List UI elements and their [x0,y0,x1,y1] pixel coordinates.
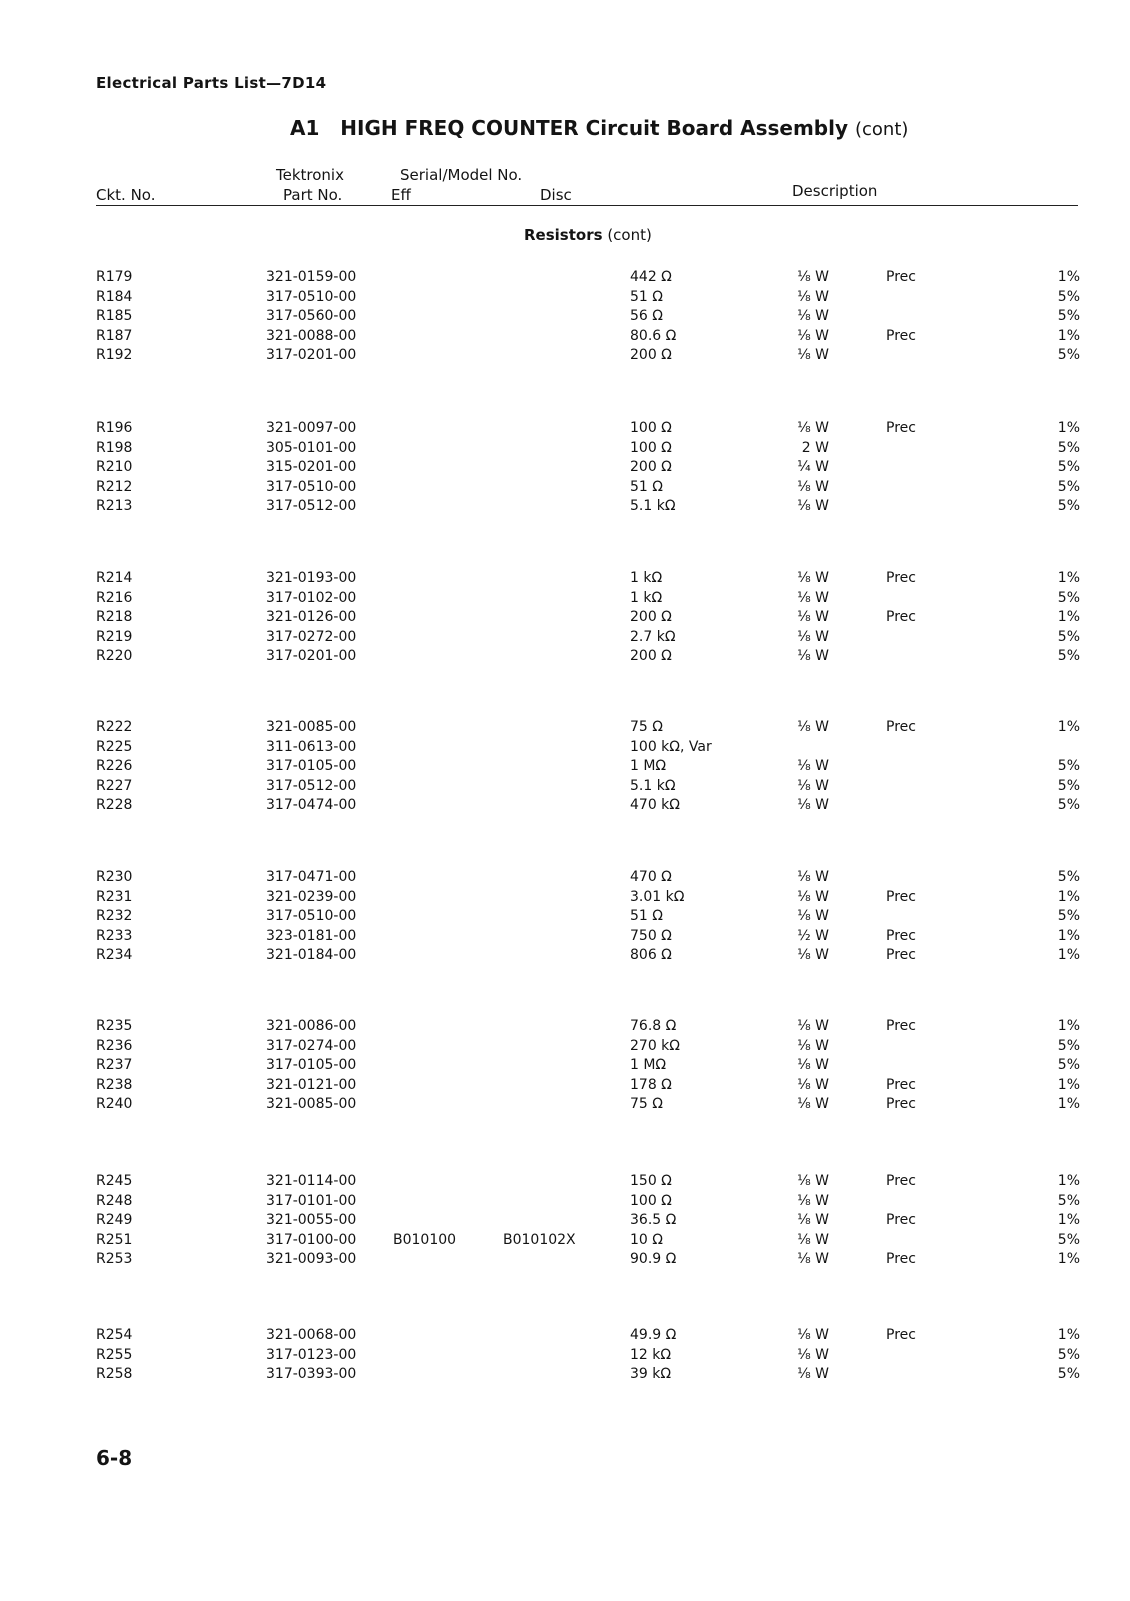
header-disc: Disc [540,186,572,204]
part-no: 317-0512-00 [266,778,357,794]
resistance-value: 75 Ω [630,1096,663,1112]
part-no: 317-0105-00 [266,758,357,774]
ckt-no: R236 [96,1038,133,1054]
wattage: ⅛ W [797,648,829,664]
wattage: ⅛ W [797,479,829,495]
wattage: ⅛ W [797,420,829,436]
header-tektronix: Tektronix [276,166,344,184]
resistance-value: 178 Ω [630,1077,672,1093]
tolerance: 5% [1057,479,1080,495]
wattage: ⅛ W [797,908,829,924]
resistance-value: 1 kΩ [630,570,663,586]
wattage: ⅛ W [797,1057,829,1073]
ckt-no: R230 [96,869,133,885]
wattage: 2 W [801,440,829,456]
ckt-no: R214 [96,570,133,586]
part-no: 321-0086-00 [266,1018,357,1034]
wattage: ⅛ W [797,797,829,813]
part-no: 311-0613-00 [266,739,357,755]
wattage: ⅛ W [797,1018,829,1034]
precision: Prec [886,928,916,944]
ckt-no: R233 [96,928,133,944]
part-no: 317-0510-00 [266,479,357,495]
resistance-value: 100 Ω [630,440,672,456]
precision: Prec [886,1251,916,1267]
part-no: 317-0105-00 [266,1057,357,1073]
resistance-value: 80.6 Ω [630,328,677,344]
wattage: ⅛ W [797,758,829,774]
tolerance: 5% [1057,758,1080,774]
tolerance: 5% [1057,1057,1080,1073]
part-no: 321-0055-00 [266,1212,357,1228]
tolerance: 1% [1057,928,1080,944]
part-no: 317-0272-00 [266,629,357,645]
ckt-no: R179 [96,269,133,285]
section-heading [524,226,652,244]
resistance-value: 75 Ω [630,719,663,735]
wattage: ⅛ W [797,889,829,905]
part-no: 317-0471-00 [266,869,357,885]
tolerance: 1% [1057,1212,1080,1228]
header-description: Description [792,182,878,200]
resistance-value: 470 kΩ [630,797,680,813]
precision: Prec [886,1077,916,1093]
tolerance: 5% [1057,1193,1080,1209]
ckt-no: R232 [96,908,133,924]
part-no: 321-0184-00 [266,947,357,963]
resistance-value: 39 kΩ [630,1366,672,1382]
resistance-value: 51 Ω [630,908,663,924]
ckt-no: R238 [96,1077,133,1093]
resistance-value: 200 Ω [630,648,672,664]
ckt-no: R210 [96,459,133,475]
running-head: Electrical Parts List—7D14 [96,74,327,92]
precision: Prec [886,1096,916,1112]
resistance-value: 12 kΩ [630,1347,672,1363]
resistance-value: 100 kΩ, Var [630,739,712,755]
ckt-no: R228 [96,797,133,813]
tolerance: 5% [1057,908,1080,924]
tolerance: 1% [1057,1173,1080,1189]
wattage: ⅛ W [797,778,829,794]
wattage: ⅛ W [797,269,829,285]
header-eff: Eff [391,186,411,204]
precision: Prec [886,609,916,625]
part-no: 323-0181-00 [266,928,357,944]
ckt-no: R249 [96,1212,133,1228]
wattage: ⅛ W [797,1212,829,1228]
resistance-value: 200 Ω [630,347,672,363]
ckt-no: R245 [96,1173,133,1189]
tolerance: 5% [1057,289,1080,305]
part-no: 317-0393-00 [266,1366,357,1382]
part-no: 321-0126-00 [266,609,357,625]
part-no: 321-0239-00 [266,889,357,905]
part-no: 321-0193-00 [266,570,357,586]
ckt-no: R219 [96,629,133,645]
part-no: 317-0510-00 [266,908,357,924]
ckt-no: R225 [96,739,133,755]
wattage: ⅛ W [797,629,829,645]
resistance-value: 10 Ω [630,1232,663,1248]
header-serial-model: Serial/Model No. [400,166,523,184]
tolerance: 1% [1057,1077,1080,1093]
part-no: 317-0512-00 [266,498,357,514]
tolerance: 1% [1057,1251,1080,1267]
resistance-value: 56 Ω [630,308,663,324]
tolerance: 1% [1057,269,1080,285]
resistance-value: 442 Ω [630,269,672,285]
ckt-no: R254 [96,1327,133,1343]
header-ckt-no: Ckt. No. [96,186,156,204]
ckt-no: R251 [96,1232,133,1248]
ckt-no: R231 [96,889,133,905]
tolerance: 5% [1057,869,1080,885]
part-no: 321-0159-00 [266,269,357,285]
part-no: 317-0101-00 [266,1193,357,1209]
resistance-value: 1 MΩ [630,758,667,774]
precision: Prec [886,328,916,344]
resistance-value: 51 Ω [630,289,663,305]
ckt-no: R185 [96,308,133,324]
part-no: 321-0088-00 [266,328,357,344]
tolerance: 5% [1057,459,1080,475]
part-no: 321-0093-00 [266,1251,357,1267]
resistance-value: 5.1 kΩ [630,778,676,794]
resistance-value: 1 MΩ [630,1057,667,1073]
resistance-value: 90.9 Ω [630,1251,677,1267]
tolerance: 5% [1057,1232,1080,1248]
tolerance: 5% [1057,590,1080,606]
serial-eff: B010100 [393,1232,457,1248]
part-no: 305-0101-00 [266,440,357,456]
resistance-value: 5.1 kΩ [630,498,676,514]
wattage: ⅛ W [797,498,829,514]
resistance-value: 270 kΩ [630,1038,680,1054]
ckt-no: R192 [96,347,133,363]
part-no: 321-0085-00 [266,719,357,735]
tolerance: 5% [1057,629,1080,645]
wattage: ⅛ W [797,328,829,344]
part-no: 321-0114-00 [266,1173,357,1189]
wattage: ⅛ W [797,719,829,735]
part-no: 321-0097-00 [266,420,357,436]
ckt-no: R196 [96,420,133,436]
part-no: 317-0102-00 [266,590,357,606]
tolerance: 1% [1057,420,1080,436]
tolerance: 1% [1057,328,1080,344]
resistance-value: 1 kΩ [630,590,663,606]
wattage: ⅛ W [797,347,829,363]
ckt-no: R216 [96,590,133,606]
part-no: 321-0068-00 [266,1327,357,1343]
ckt-no: R255 [96,1347,133,1363]
resistance-value: 36.5 Ω [630,1212,677,1228]
tolerance: 5% [1057,498,1080,514]
resistance-value: 100 Ω [630,1193,672,1209]
part-no: 317-0201-00 [266,347,357,363]
precision: Prec [886,420,916,436]
tolerance: 1% [1057,719,1080,735]
wattage: ⅛ W [797,1347,829,1363]
precision: Prec [886,719,916,735]
tolerance: 5% [1057,648,1080,664]
tolerance: 5% [1057,1366,1080,1382]
ckt-no: R237 [96,1057,133,1073]
wattage: ⅛ W [797,308,829,324]
tolerance: 5% [1057,1347,1080,1363]
section-title: Resistors [524,226,603,244]
tolerance: 1% [1057,889,1080,905]
precision: Prec [886,1212,916,1228]
tolerance: 5% [1057,778,1080,794]
title-designator: A1 [290,116,320,140]
ckt-no: R240 [96,1096,133,1112]
resistance-value: 3.01 kΩ [630,889,685,905]
resistance-value: 100 Ω [630,420,672,436]
part-no: 317-0123-00 [266,1347,357,1363]
ckt-no: R220 [96,648,133,664]
wattage: ⅛ W [797,289,829,305]
ckt-no: R248 [96,1193,133,1209]
tolerance: 1% [1057,1096,1080,1112]
precision: Prec [886,889,916,905]
resistance-value: 76.8 Ω [630,1018,677,1034]
wattage: ⅛ W [797,1327,829,1343]
resistance-value: 470 Ω [630,869,672,885]
wattage: ⅛ W [797,1173,829,1189]
tolerance: 1% [1057,609,1080,625]
header-part-no: Part No. [283,186,343,204]
wattage: ⅛ W [797,1366,829,1382]
wattage: ⅛ W [797,570,829,586]
wattage: ⅛ W [797,1038,829,1054]
resistance-value: 200 Ω [630,459,672,475]
tolerance: 1% [1057,1018,1080,1034]
ckt-no: R222 [96,719,133,735]
tolerance: 1% [1057,947,1080,963]
precision: Prec [886,1173,916,1189]
precision: Prec [886,947,916,963]
resistance-value: 150 Ω [630,1173,672,1189]
header-rule [96,205,1078,206]
part-no: 317-0201-00 [266,648,357,664]
precision: Prec [886,1327,916,1343]
wattage: ⅛ W [797,1251,829,1267]
tolerance: 5% [1057,440,1080,456]
tolerance: 5% [1057,1038,1080,1054]
section-cont: (cont) [607,226,652,244]
wattage: ½ W [797,928,829,944]
ckt-no: R234 [96,947,133,963]
ckt-no: R198 [96,440,133,456]
ckt-no: R226 [96,758,133,774]
wattage: ⅛ W [797,1232,829,1248]
serial-disc: B010102X [503,1232,576,1248]
part-no: 317-0510-00 [266,289,357,305]
part-no: 317-0274-00 [266,1038,357,1054]
part-no: 317-0100-00 [266,1232,357,1248]
title-cont: (cont) [854,119,909,140]
wattage: ⅛ W [797,869,829,885]
title-text: HIGH FREQ COUNTER Circuit Board Assembly [340,116,849,140]
ckt-no: R253 [96,1251,133,1267]
ckt-no: R213 [96,498,133,514]
ckt-no: R187 [96,328,133,344]
part-no: 317-0474-00 [266,797,357,813]
tolerance: 5% [1057,308,1080,324]
resistance-value: 200 Ω [630,609,672,625]
wattage: ⅛ W [797,609,829,625]
precision: Prec [886,1018,916,1034]
resistance-value: 806 Ω [630,947,672,963]
part-no: 321-0121-00 [266,1077,357,1093]
tolerance: 1% [1057,1327,1080,1343]
ckt-no: R235 [96,1018,133,1034]
resistance-value: 49.9 Ω [630,1327,677,1343]
precision: Prec [886,570,916,586]
ckt-no: R218 [96,609,133,625]
wattage: ⅛ W [797,590,829,606]
wattage: ⅛ W [797,947,829,963]
page-title [290,116,908,140]
ckt-no: R212 [96,479,133,495]
tolerance: 5% [1057,347,1080,363]
resistance-value: 2.7 kΩ [630,629,676,645]
part-no: 321-0085-00 [266,1096,357,1112]
precision: Prec [886,269,916,285]
tolerance: 5% [1057,797,1080,813]
part-no: 317-0560-00 [266,308,357,324]
ckt-no: R258 [96,1366,133,1382]
ckt-no: R184 [96,289,133,305]
wattage: ⅛ W [797,1096,829,1112]
tolerance: 1% [1057,570,1080,586]
wattage: ⅛ W [797,1193,829,1209]
resistance-value: 51 Ω [630,479,663,495]
ckt-no: R227 [96,778,133,794]
wattage: ⅛ W [797,1077,829,1093]
wattage: ¼ W [797,459,829,475]
resistance-value: 750 Ω [630,928,672,944]
page-number: 6-8 [96,1446,133,1470]
part-no: 315-0201-00 [266,459,357,475]
